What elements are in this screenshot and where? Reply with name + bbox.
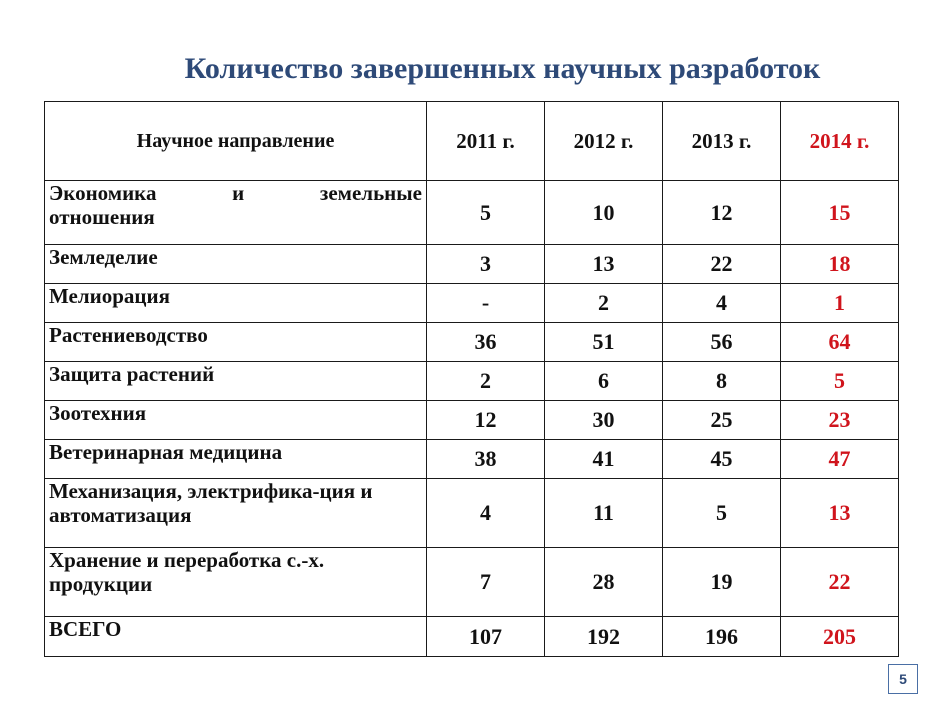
value-2011: 36 bbox=[427, 323, 545, 362]
value-2012: 13 bbox=[545, 245, 663, 284]
value-2011: 2 bbox=[427, 362, 545, 401]
value-2013: 5 bbox=[663, 479, 781, 548]
value-2013: 4 bbox=[663, 284, 781, 323]
table-row bbox=[45, 440, 899, 479]
row-name-word: земельные bbox=[319, 181, 422, 205]
value-2014: 13 bbox=[781, 479, 899, 548]
total-2014: 205 bbox=[781, 617, 899, 657]
value-2011: 4 bbox=[427, 479, 545, 548]
total-row bbox=[45, 617, 899, 657]
value-2011: 38 bbox=[427, 440, 545, 479]
table-row bbox=[45, 548, 899, 617]
value-2011: 12 bbox=[427, 401, 545, 440]
research-table bbox=[44, 101, 899, 657]
value-2014: 47 bbox=[781, 440, 899, 479]
value-2014: 15 bbox=[781, 181, 899, 245]
header-direction: Научное направление bbox=[45, 102, 427, 181]
table-row bbox=[45, 284, 899, 323]
header-2012: 2012 г. bbox=[545, 102, 663, 181]
value-2014: 5 bbox=[781, 362, 899, 401]
header-2011: 2011 г. bbox=[427, 102, 545, 181]
value-2013: 45 bbox=[663, 440, 781, 479]
row-name: Механизация, электрифика-ция и автоматизация bbox=[45, 479, 427, 548]
value-2014: 18 bbox=[781, 245, 899, 284]
value-2012: 2 bbox=[545, 284, 663, 323]
table-row bbox=[45, 401, 899, 440]
row-name bbox=[45, 181, 427, 245]
table-row bbox=[45, 181, 899, 245]
row-name: Мелиорация bbox=[45, 284, 427, 323]
value-2011: - bbox=[427, 284, 545, 323]
value-2012: 6 bbox=[545, 362, 663, 401]
row-name-text bbox=[49, 181, 422, 229]
total-2012: 192 bbox=[545, 617, 663, 657]
row-name-line: отношения bbox=[49, 205, 155, 229]
value-2014: 22 bbox=[781, 548, 899, 617]
slide-title: Количество завершенных научных разработок bbox=[184, 52, 821, 85]
value-2012: 11 bbox=[545, 479, 663, 548]
row-name: Хранение и переработка с.-х. продукции bbox=[45, 548, 427, 617]
value-2012: 51 bbox=[545, 323, 663, 362]
total-2011: 107 bbox=[427, 617, 545, 657]
row-name-word: и bbox=[232, 181, 245, 205]
value-2013: 56 bbox=[663, 323, 781, 362]
header-2013: 2013 г. bbox=[663, 102, 781, 181]
table-row bbox=[45, 362, 899, 401]
value-2012: 28 bbox=[545, 548, 663, 617]
value-2013: 25 bbox=[663, 401, 781, 440]
header-row bbox=[45, 102, 899, 181]
value-2013: 8 bbox=[663, 362, 781, 401]
value-2011: 3 bbox=[427, 245, 545, 284]
value-2013: 19 bbox=[663, 548, 781, 617]
row-name: Растениеводство bbox=[45, 323, 427, 362]
value-2014: 64 bbox=[781, 323, 899, 362]
table-row bbox=[45, 245, 899, 284]
row-name: Ветеринарная медицина bbox=[45, 440, 427, 479]
row-name: Земледелие bbox=[45, 245, 427, 284]
page-number: 5 bbox=[888, 664, 918, 694]
row-name-line bbox=[49, 181, 422, 205]
table-row bbox=[45, 323, 899, 362]
value-2013: 22 bbox=[663, 245, 781, 284]
row-name: Защита растений bbox=[45, 362, 427, 401]
row-name: Зоотехния bbox=[45, 401, 427, 440]
value-2012: 10 bbox=[545, 181, 663, 245]
total-2013: 196 bbox=[663, 617, 781, 657]
value-2012: 41 bbox=[545, 440, 663, 479]
value-2013: 12 bbox=[663, 181, 781, 245]
value-2014: 1 bbox=[781, 284, 899, 323]
value-2012: 30 bbox=[545, 401, 663, 440]
table-row bbox=[45, 479, 899, 548]
header-2014: 2014 г. bbox=[781, 102, 899, 181]
value-2011: 7 bbox=[427, 548, 545, 617]
total-label: ВСЕГО bbox=[45, 617, 427, 657]
row-name-word: Экономика bbox=[49, 181, 157, 205]
value-2014: 23 bbox=[781, 401, 899, 440]
value-2011: 5 bbox=[427, 181, 545, 245]
